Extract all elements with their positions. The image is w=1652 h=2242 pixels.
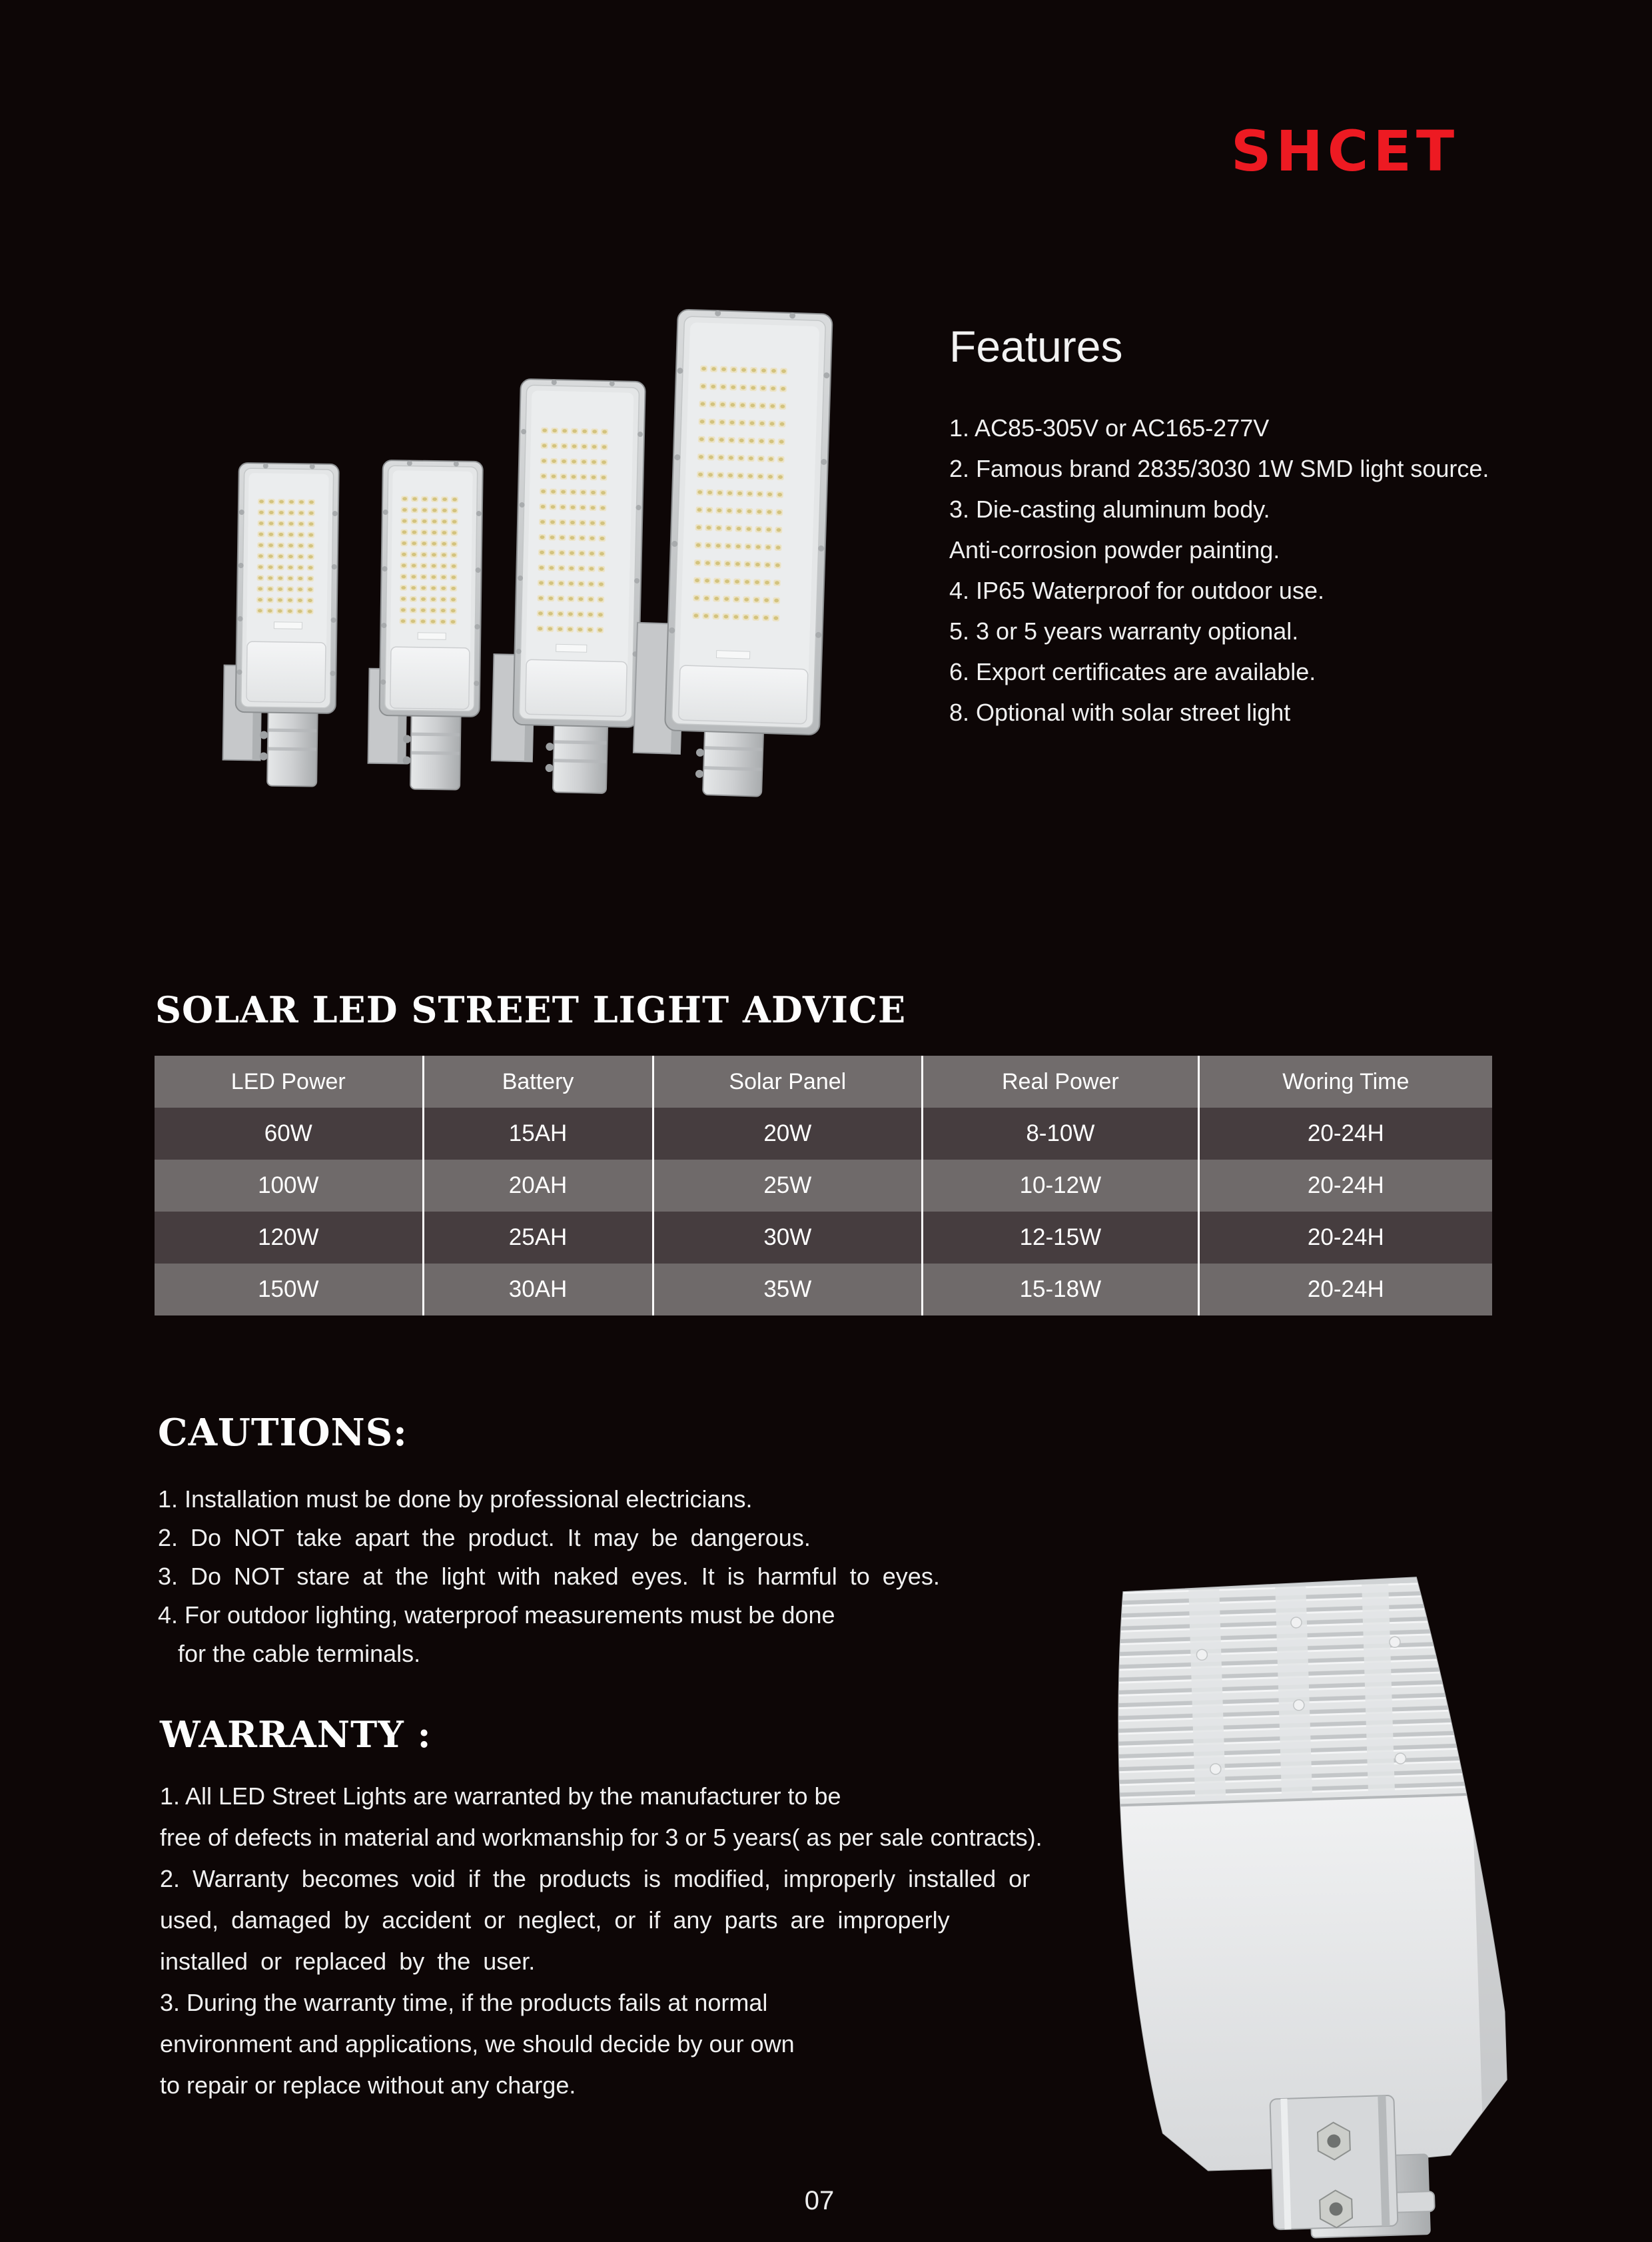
advice-cell: 20-24H [1200, 1212, 1492, 1264]
advice-cell: 30AH [424, 1264, 652, 1315]
advice-cell: 8-10W [923, 1108, 1198, 1160]
feature-item: 2. Famous brand 2835/3030 1W SMD light source. [949, 455, 1489, 482]
cautions-list [158, 1480, 940, 1673]
caution-item: 2. Do NOT take apart the product. It may be dangerous. [158, 1524, 811, 1551]
feature-item: 5. 3 or 5 years warranty optional. [949, 617, 1299, 645]
warranty-line: 3. During the warranty time, if the products fails at normal [160, 1989, 768, 2016]
advice-col-header: Battery [424, 1056, 652, 1108]
advice-cell: 15AH [424, 1108, 652, 1160]
advice-section-title: SOLAR LED STREET LIGHT ADVICE [155, 988, 907, 1031]
feature-item: 8. Optional with solar street light [949, 699, 1291, 726]
advice-cell: 120W [155, 1212, 422, 1264]
warranty-line: environment and applications, we should decide by our own [160, 2030, 795, 2057]
advice-cell: 25W [654, 1160, 922, 1212]
features-title: Features [949, 322, 1123, 371]
advice-table [155, 1056, 1492, 1315]
caution-item: 1. Installation must be done by professional electricians. [158, 1485, 753, 1513]
advice-col-header: Woring Time [1200, 1056, 1492, 1108]
advice-cell: 25AH [424, 1212, 652, 1264]
advice-cell: 60W [155, 1108, 422, 1160]
advice-col-header: LED Power [155, 1056, 422, 1108]
advice-cell: 20-24H [1200, 1108, 1492, 1160]
street-light-image-4 [632, 308, 833, 799]
street-light-image-2 [368, 460, 483, 790]
advice-cell: 35W [654, 1264, 922, 1315]
warranty-line: to repair or replace without any charge. [160, 2071, 576, 2099]
feature-item: Anti-corrosion powder painting. [949, 536, 1280, 563]
caution-item: for the cable terminals. [178, 1640, 421, 1667]
advice-cell: 20W [654, 1108, 922, 1160]
advice-cell: 150W [155, 1264, 422, 1315]
advice-cell: 30W [654, 1212, 922, 1264]
street-light-image-3 [491, 378, 645, 794]
advice-cell: 20AH [424, 1160, 652, 1212]
feature-item: 3. Die-casting aluminum body. [949, 496, 1270, 523]
warranty-section-title: WARRANTY : [160, 1713, 432, 1756]
warranty-line: installed or replaced by the user. [160, 1948, 536, 1975]
advice-col-header: Real Power [923, 1056, 1198, 1108]
feature-item: 6. Export certificates are available. [949, 658, 1316, 685]
street-light-back-image [1083, 1575, 1535, 2242]
feature-item: 1. AC85-305V or AC165-277V [949, 414, 1270, 442]
caution-item: 3. Do NOT stare at the light with naked eyes. It is harmful to eyes. [158, 1563, 940, 1590]
warranty-line: used, damaged by accident or neglect, or if any parts are improperly [160, 1906, 950, 1934]
caution-item: 4. For outdoor lighting, waterproof measurements must be done [158, 1601, 835, 1629]
warranty-list [160, 1776, 1042, 2106]
features-list [949, 408, 1489, 733]
advice-cell: 15-18W [923, 1264, 1198, 1315]
advice-cell: 20-24H [1200, 1264, 1492, 1315]
advice-cell: 100W [155, 1160, 422, 1212]
brand-logo: SHCET [1231, 119, 1459, 184]
advice-cell: 20-24H [1200, 1160, 1492, 1212]
page-number: 07 [804, 2186, 835, 2215]
street-light-image-1 [222, 463, 339, 787]
warranty-line: 2. Warranty becomes void if the products is modified, improperly installed or [160, 1865, 1031, 1892]
warranty-line: free of defects in material and workmanship for 3 or 5 years( as per sale contracts). [160, 1824, 1042, 1851]
advice-col-header: Solar Panel [654, 1056, 922, 1108]
cautions-section-title: CAUTIONS: [158, 1411, 408, 1455]
advice-cell: 10-12W [923, 1160, 1198, 1212]
warranty-line: 1. All LED Street Lights are warranted by the manufacturer to be [160, 1782, 841, 1810]
advice-cell: 12-15W [923, 1212, 1198, 1264]
feature-item: 4. IP65 Waterproof for outdoor use. [949, 577, 1324, 604]
